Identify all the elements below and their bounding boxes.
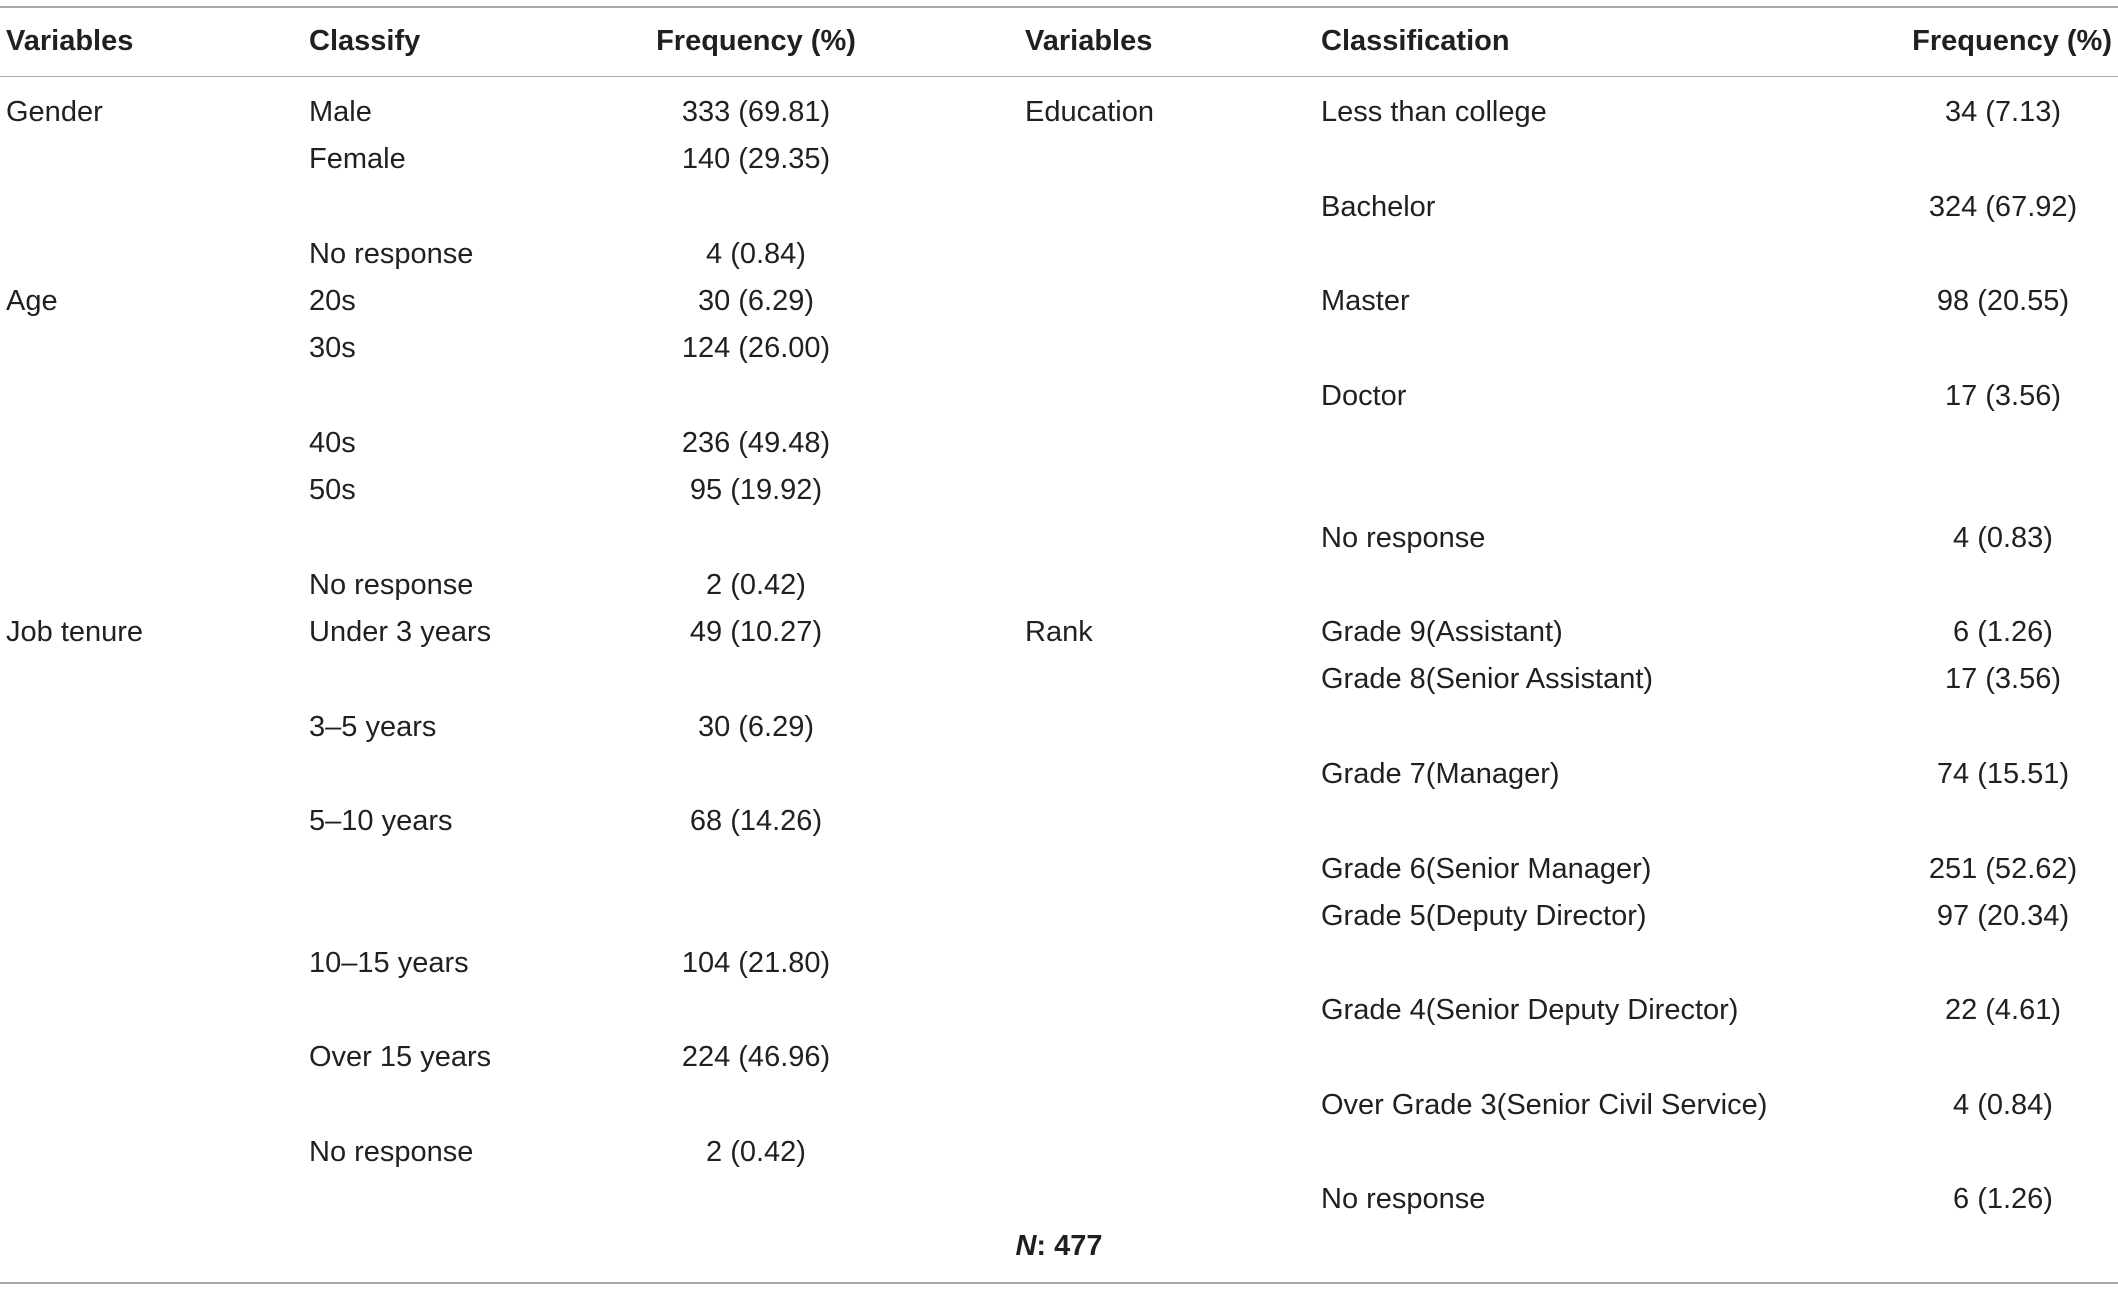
right-frequency: 17 (3.56) — [1944, 663, 2062, 695]
right-frequency: 98 (20.55) — [1936, 285, 2070, 317]
left-frequency: 95 (19.92) — [689, 474, 823, 506]
left-frequency: 30 (6.29) — [697, 711, 815, 743]
right-classification: No response — [1321, 522, 1486, 554]
right-classification: No response — [1321, 1183, 1486, 1215]
table-header-rule — [0, 76, 2118, 77]
left-frequency: 30 (6.29) — [697, 285, 815, 317]
right-classification: Grade 8(Senior Assistant) — [1321, 663, 1654, 695]
left-classify: 5–10 years — [309, 805, 453, 837]
left-classify: 20s — [309, 285, 356, 317]
left-frequency: 4 (0.84) — [706, 238, 806, 270]
left-frequency: 68 (14.26) — [689, 805, 823, 837]
table-bottom-rule — [0, 1282, 2118, 1284]
right-classification: Grade 5(Deputy Director) — [1321, 900, 1647, 932]
left-classify: 40s — [309, 427, 356, 459]
sample-size-note — [1015, 1228, 1102, 1264]
header-classification: Classification — [1321, 25, 1510, 57]
right-classification: Over Grade 3(Senior Civil Service) — [1321, 1089, 1768, 1121]
left-frequency: 104 (21.80) — [681, 947, 831, 979]
header-frequency-left: Frequency (%) — [656, 25, 856, 57]
right-frequency: 34 (7.13) — [1944, 96, 2062, 128]
right-variable-education: Education — [1025, 96, 1154, 128]
header-variables-right: Variables — [1025, 25, 1153, 57]
left-classify: No response — [309, 238, 474, 270]
left-variable-gender: Gender — [6, 96, 103, 128]
sample-size-value: : 477 — [1036, 1230, 1103, 1262]
left-classify: 10–15 years — [309, 947, 469, 979]
right-classification: Grade 9(Assistant) — [1321, 616, 1563, 648]
left-classify: Female — [309, 143, 406, 175]
left-frequency: 140 (29.35) — [681, 143, 831, 175]
table-top-rule — [0, 6, 2118, 8]
left-frequency: 236 (49.48) — [681, 427, 831, 459]
right-classification: Doctor — [1321, 380, 1407, 412]
left-classify: 50s — [309, 474, 356, 506]
right-variable-rank: Rank — [1025, 616, 1093, 648]
left-classify: 3–5 years — [309, 711, 437, 743]
left-frequency: 124 (26.00) — [681, 332, 831, 364]
right-frequency: 324 (67.92) — [1928, 191, 2078, 223]
right-classification: Grade 7(Manager) — [1321, 758, 1560, 790]
right-frequency: 6 (1.26) — [1953, 1183, 2053, 1215]
left-frequency: 2 (0.42) — [706, 1136, 806, 1168]
right-frequency: 17 (3.56) — [1944, 380, 2062, 412]
right-frequency: 22 (4.61) — [1944, 994, 2062, 1026]
right-classification: Grade 6(Senior Manager) — [1321, 853, 1652, 885]
right-classification: Master — [1321, 285, 1410, 317]
header-classify: Classify — [309, 25, 421, 57]
left-frequency: 333 (69.81) — [681, 96, 831, 128]
right-frequency: 251 (52.62) — [1928, 853, 2078, 885]
right-classification: Less than college — [1321, 96, 1547, 128]
left-frequency: 2 (0.42) — [706, 569, 806, 601]
left-classify: No response — [309, 569, 474, 601]
right-frequency: 4 (0.83) — [1953, 522, 2053, 554]
left-variable-job-tenure: Job tenure — [6, 616, 144, 648]
right-frequency: 4 (0.84) — [1953, 1089, 2053, 1121]
header-frequency-right: Frequency (%) — [1912, 25, 2112, 57]
left-classify: Male — [309, 96, 372, 128]
left-classify: Over 15 years — [309, 1041, 492, 1073]
right-classification: Grade 4(Senior Deputy Director) — [1321, 994, 1739, 1026]
right-classification: Bachelor — [1321, 191, 1436, 223]
header-variables-left: Variables — [6, 25, 134, 57]
left-classify: Under 3 years — [309, 616, 492, 648]
left-classify: 30s — [309, 332, 356, 364]
left-frequency: 49 (10.27) — [689, 616, 823, 648]
left-variable-age: Age — [6, 285, 58, 317]
left-frequency: 224 (46.96) — [681, 1041, 831, 1073]
left-classify: No response — [309, 1136, 474, 1168]
sample-size-label: N — [1015, 1230, 1037, 1262]
right-frequency: 6 (1.26) — [1953, 616, 2053, 648]
right-frequency: 97 (20.34) — [1936, 900, 2070, 932]
right-frequency: 74 (15.51) — [1936, 758, 2070, 790]
